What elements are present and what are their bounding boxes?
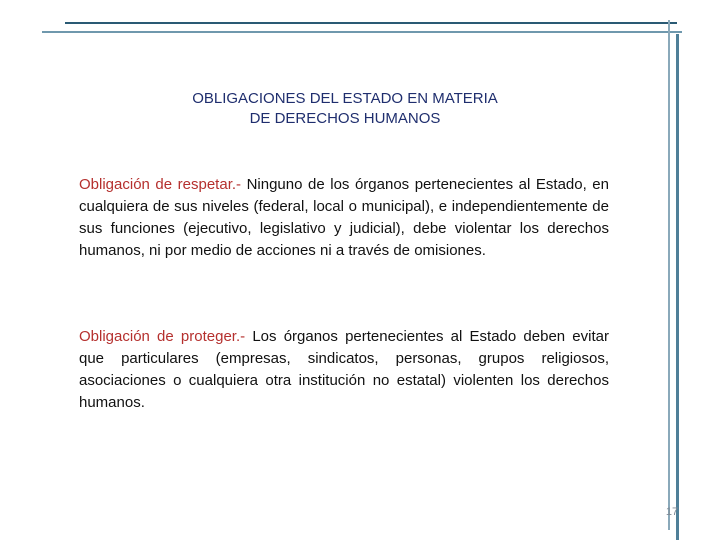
slide-title-line-2: DE DERECHOS HUMANOS bbox=[249, 110, 441, 127]
right-frame-line-dark bbox=[676, 34, 679, 540]
slide-title-line-1: OBLIGACIONES DEL ESTADO EN MATERIA bbox=[192, 90, 498, 107]
top-frame-line-light bbox=[42, 31, 682, 33]
page-number: 17 bbox=[665, 506, 679, 518]
paragraph-respetar-text: Ninguno de los órganos pertenecientes al Estado, en cualquiera de sus niveles (federal, local o municipal), e independientemente de sus funciones (ejecutivo, legislativo y judicial), debe violentar los derechos humanos, ni por medio de acciones ni a través de omisiones. bbox=[79, 176, 609, 259]
top-frame-line-dark bbox=[65, 22, 677, 24]
paragraph-proteger bbox=[79, 326, 609, 414]
term-proteger: Obligación de proteger.- bbox=[79, 328, 246, 345]
slide-title bbox=[120, 89, 570, 129]
paragraph-respetar bbox=[79, 174, 609, 262]
paragraph-proteger-text: Los órganos pertenecientes al Estado deben evitar que particulares (empresas, sindicatos, personas, grupos religiosos, asociaciones o cualquiera otra institución no estatal) violenten los derechos humanos. bbox=[79, 328, 609, 411]
right-frame-line-light bbox=[668, 20, 670, 530]
term-respetar: Obligación de respetar.- bbox=[79, 176, 242, 193]
